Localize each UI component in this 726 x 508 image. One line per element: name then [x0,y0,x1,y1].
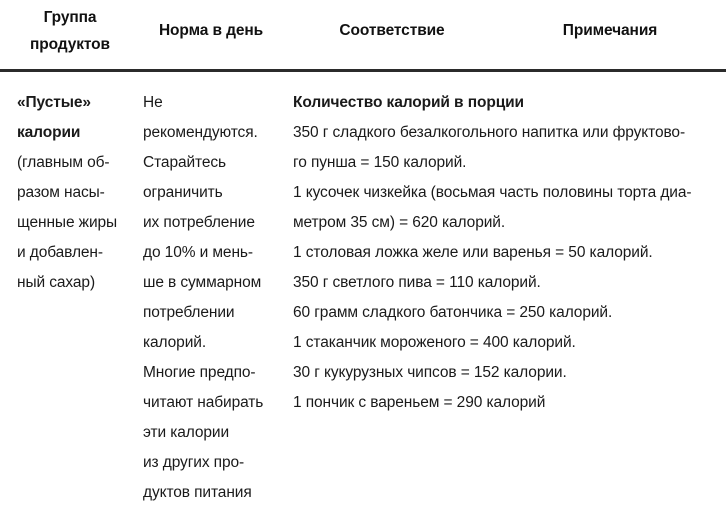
serving-equivalents-line-8: 60 грамм сладкого батончика = 250 калорий. [293,304,613,321]
food-group-line-6: и добавлен- [17,244,103,261]
daily-norm-line-4: ограничить [143,184,223,201]
food-group-line-4: разом насы- [17,184,105,201]
food-group-line-1: «Пустые» [17,94,91,111]
column-header-match [292,17,492,44]
serving-equivalents-line-2: 350 г сладкого безалкогольного напитка или фруктово- [293,124,686,141]
serving-equivalents-line-5: метром 35 см) = 620 калорий. [293,214,506,231]
table-header-row [0,0,726,69]
food-group-line-7: ный сахар) [17,274,96,291]
daily-norm-line-11: читают набирать [143,394,264,411]
column-header-match-line-1: Соответствие [339,22,445,39]
cell-daily-norm [143,72,293,508]
column-header-notes [520,17,700,44]
column-header-group-line-1: Группа [43,9,97,26]
daily-norm-line-5: их потребление [143,214,255,231]
column-header-group-line-2: продуктов [30,36,110,53]
serving-equivalents-line-10: 30 г кукурузных чипсов = 152 калории. [293,364,567,381]
serving-equivalents-line-6: 1 столовая ложка желе или варенья = 50 калорий. [293,244,653,261]
daily-norm-line-12: эти калории [143,424,230,441]
serving-equivalents-line-3: го пунша = 150 калорий. [293,154,467,171]
daily-norm-line-2: рекомендуются. [143,124,258,141]
daily-norm-line-13: из других про- [143,454,245,471]
column-header-group [6,4,134,58]
serving-equivalents-line-9: 1 стаканчик мороженого = 400 калорий. [293,334,576,351]
food-group-line-2: калории [17,124,81,141]
column-header-norm [136,17,286,44]
food-group-line-5: щенные жиры [17,214,118,231]
cell-serving-equivalents [293,72,723,418]
daily-norm-line-7: ше в суммарном [143,274,262,291]
daily-norm-line-14: дуктов питания [143,484,252,501]
column-header-norm-line-1: Норма в день [158,22,264,39]
table-body [0,72,726,501]
daily-norm-line-9: калорий. [143,334,207,351]
daily-norm-line-6: до 10% и мень- [143,244,253,261]
daily-norm-line-3: Старайтесь [143,154,227,171]
daily-norm-line-10: Многие предпо- [143,364,256,381]
column-header-notes-line-1: Примечания [562,22,658,39]
daily-norm-line-1: Не [143,94,163,111]
food-group-line-3: (главным об- [17,154,110,171]
daily-norm-line-8: потреблении [143,304,235,321]
cell-food-group [17,72,141,298]
serving-equivalents-line-4: 1 кусочек чизкейка (восьмая часть половины торта диа- [293,184,692,201]
serving-equivalents-line-1: Количество калорий в порции [293,94,524,111]
serving-equivalents-line-7: 350 г светлого пива = 110 калорий. [293,274,541,291]
serving-equivalents-line-11: 1 пончик с вареньем = 290 калорий [293,394,546,411]
